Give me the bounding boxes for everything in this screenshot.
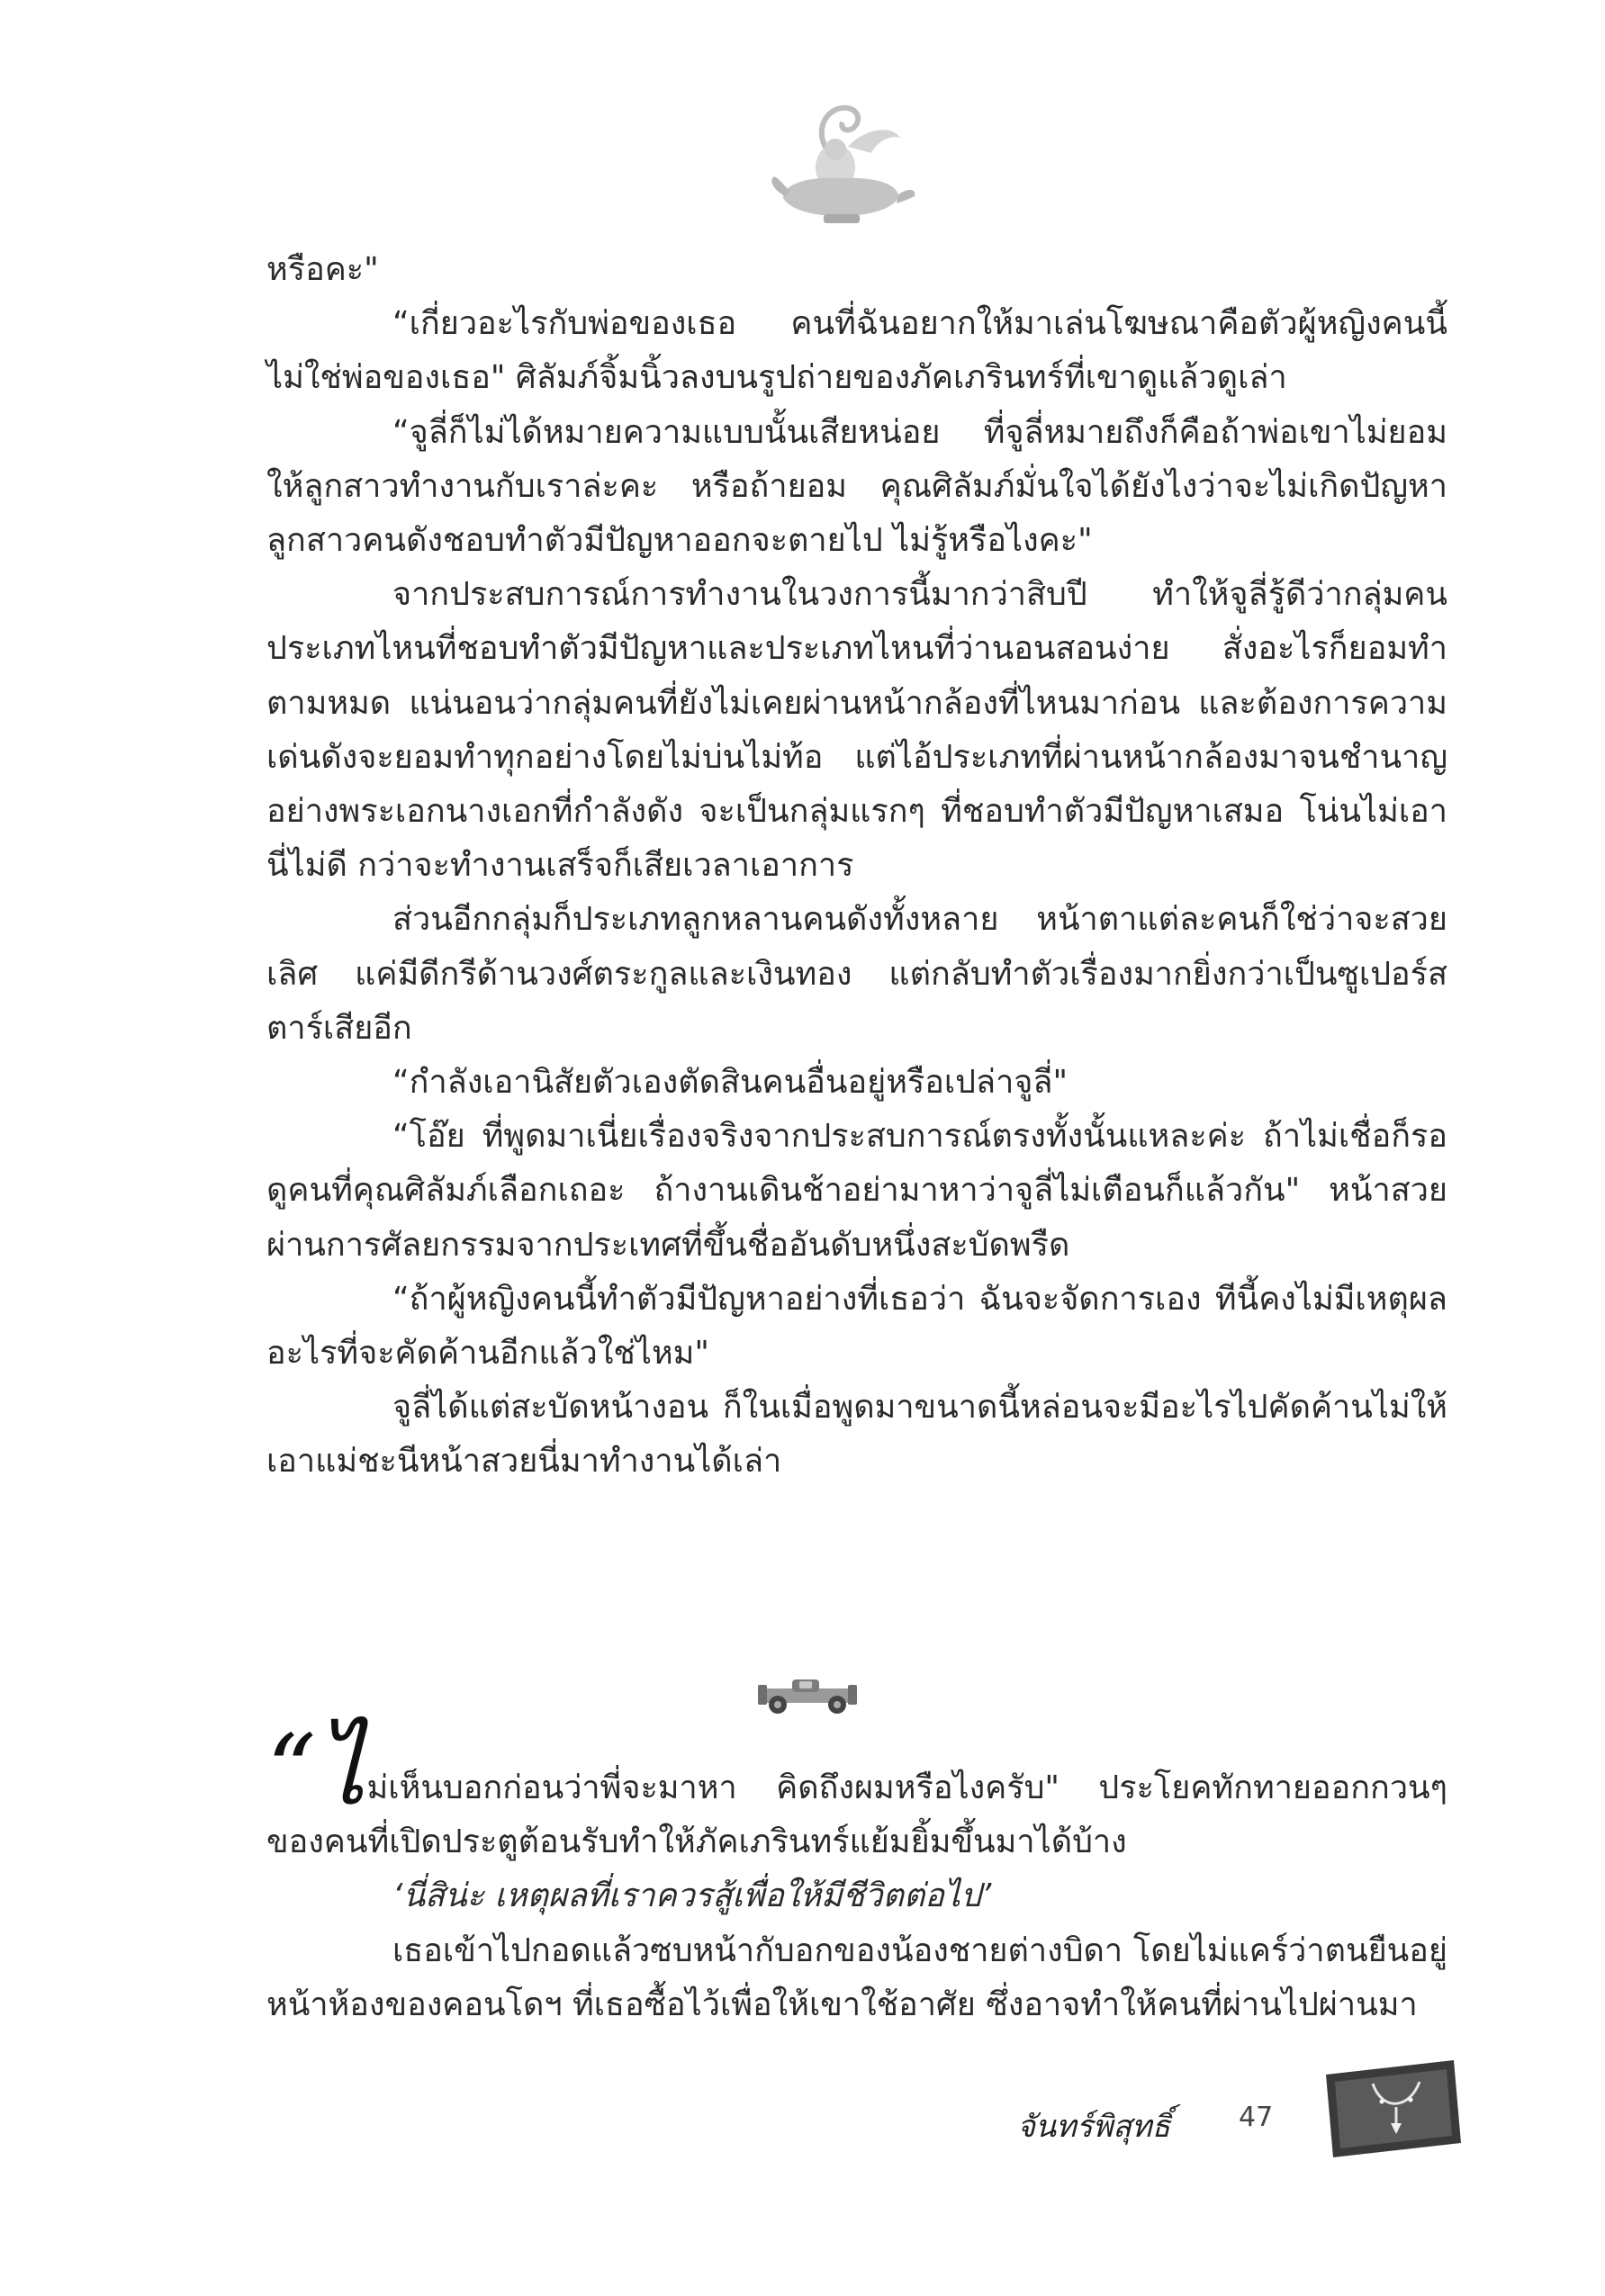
body-text-bottom xyxy=(266,1715,1447,2032)
paragraph: “ถ้าผู้หญิงคนนี้ทำตัวมีปัญหาอย่างที่เธอว่า ฉันจะจัดการเอง ทีนี้คงไม่มีเหตุผลอะไรที่จะคัดค้านอีกแล้วใช่ไหม" xyxy=(266,1280,1447,1373)
paragraph: ‘นี่สิน่ะ เหตุผลที่เราควรสู้เพื่อให้มีชีวิตต่อไป’ xyxy=(392,1877,992,1915)
running-footer-title: จันทร์พิสุทธิ์ xyxy=(1017,2109,1171,2145)
paragraph: จากประสบการณ์การทำงานในวงการนี้มากว่าสิบปี ทำให้จูลี่รู้ดีว่ากลุ่มคนประเภทไหนที่ชอบทำตัวมีปัญหาและประเภทไหนที่ว่านอนสอนง่าย สั่งอะไรก็ยอมทำตามหมด แน่นอนว่ากลุ่มคนที่ยังไม่เคยผ่านหน้ากล้องที่ไหนมาก่อน และต้องการความเด่นดังจะยอมทำทุกอย่างโดยไม่บ่นไม่ท้อ แต่ไอ้ประเภทที่ผ่านหน้ากล้องมาจนชำนาญอย่างพระเอกนางเอกที่กำลังดัง จะเป็นกลุ่มแรกๆ ที่ชอบทำตัวมีปัญหาเสมอ โน่นไม่เอา นี่ไม่ดี กว่าจะทำงานเสร็จก็เสียเวลาเอาการ xyxy=(266,576,1447,885)
paragraph: หรือคะ" xyxy=(266,251,379,288)
paragraph: เธอเข้าไปกอดแล้วซบหน้ากับอกของน้องชายต่างบิดา โดยไม่แคร์ว่าตนยืนอยู่หน้าห้องของคอนโดฯ ที่เธอซื้อไว้เพื่อให้เขาใช้อาศัย ซึ่งอาจทำให้คนที่ผ่านไปผ่านมา xyxy=(266,1931,1447,2023)
drop-cap: “ไ xyxy=(266,1715,365,1827)
race-car-icon xyxy=(758,1672,857,1719)
paragraph: “จูลี่ก็ไม่ได้หมายความแบบนั้นเสียหน่อย ที่จูลี่หมายถึงก็คือถ้าพ่อเขาไม่ยอมให้ลูกสาวทำงานกับเราล่ะคะ หรือถ้ายอม คุณศิลัมภ์มั่นใจได้ยังไงว่าจะไม่เกิดปัญหา ลูกสาวคนดังชอบทำตัวมีปัญหาออกจะตายไป ไม่รู้หรือไงคะ" xyxy=(266,413,1447,560)
paragraph: “กำลังเอานิสัยตัวเองตัดสินคนอื่นอยู่หรือเปล่าจูลี่" xyxy=(392,1064,1068,1102)
paragraph: “เกี่ยวอะไรกับพ่อของเธอ คนที่ฉันอยากให้มาเล่นโฆษณาคือตัวผู้หญิงคนนี้ ไม่ใช่พ่อของเธอ" ศิลัมภ์จิ้มนิ้วลงบนรูปถ่ายของภัคเภรินทร์ที่เขาดูแล้วดูเล่า xyxy=(266,305,1447,397)
magic-lamp-icon xyxy=(765,97,918,232)
paragraph: จูลี่ได้แต่สะบัดหน้างอน ก็ในเมื่อพูดมาขนาดนี้หล่อนจะมีอะไรไปคัดค้านไม่ให้เอาแม่ชะนีหน้าสวยนี่มาทำงานได้เล่า xyxy=(266,1389,1447,1481)
paragraph: ส่วนอีกกลุ่มก็ประเภทลูกหลานคนดังทั้งหลาย หน้าตาแต่ละคนก็ใช่ว่าจะสวยเลิศ แค่มีดีกรีด้านวงศ์ตระกูลและเงินทอง แต่กลับทำตัวเรื่องมากยิ่งกว่าเป็นซูเปอร์สตาร์เสียอีก xyxy=(266,901,1447,1047)
paragraph: “โอ๊ย ที่พูดมาเนี่ยเรื่องจริงจากประสบการณ์ตรงทั้งนั้นแหละค่ะ ถ้าไม่เชื่อก็รอดูคนที่คุณศิลัมภ์เลือกเถอะ ถ้างานเดินช้าอย่ามาหาว่าจูลี่ไม่เตือนก็แล้วกัน" หน้าสวยผ่านการศัลยกรรมจากประเทศที่ขึ้นชื่ออันดับหนึ่งสะบัดพรืด xyxy=(266,1118,1447,1264)
opening-paragraph: “ไม่เห็นบอกก่อนว่าพี่จะมาหา คิดถึงผมหรือไงครับ" ประโยคทักทายออกกวนๆ ของคนที่เปิดประตูต้อนรับทำให้ภัคเภรินทร์แย้มยิ้มขึ้นมาได้บ้าง xyxy=(266,1715,1447,1861)
jewelry-box-icon xyxy=(1319,2057,1467,2160)
body-text-top xyxy=(266,243,1447,1490)
page-number: 47 xyxy=(1239,2102,1274,2133)
